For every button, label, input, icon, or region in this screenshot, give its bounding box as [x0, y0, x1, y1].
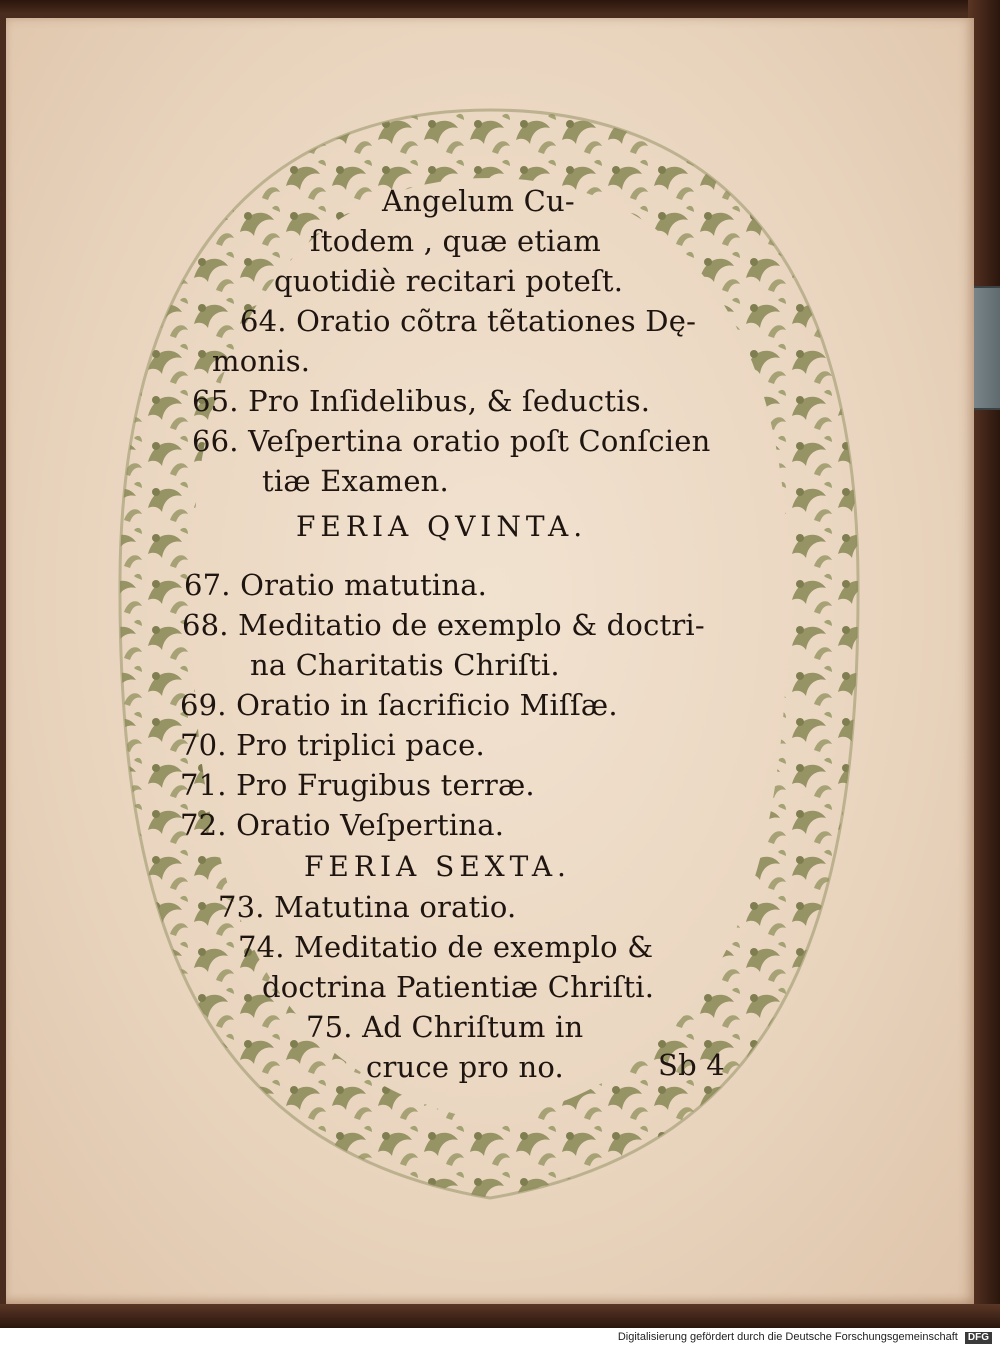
toc-entry-74: 74. Meditatio de exemplo & — [238, 930, 654, 964]
credit-text: Digitalisierung gefördert durch die Deutsche Forschungsgemeinschaft — [617, 1331, 958, 1343]
toc-entry-75: 75. Ad Chriſtum in — [306, 1010, 584, 1044]
toc-entry-68: 68. Meditatio de exemplo & doctri- — [182, 608, 705, 642]
toc-entry-65: 65. Pro Inſidelibus, & ſeductis. — [192, 384, 651, 418]
book-page — [6, 18, 974, 1304]
toc-entry-70: 70. Pro triplici pace. — [180, 728, 485, 762]
toc-line: Angelum Cu- — [382, 184, 575, 218]
binding-edge-bottom — [0, 1304, 1000, 1328]
toc-entry-69: 69. Oratio in ſacrificio Miſſæ. — [180, 688, 618, 722]
digitization-credit — [618, 1331, 992, 1344]
toc-entry-67: 67. Oratio matutina. — [184, 568, 488, 602]
heading-feria-quinta: FERIA QVINTA. — [296, 510, 588, 543]
signature-mark: Sb 4 — [658, 1048, 725, 1082]
toc-line: quotidiè recitari poteſt. — [274, 264, 624, 298]
binding-edge-top — [0, 0, 1000, 14]
toc-entry-66: 66. Veſpertina oratio poſt Conſcien — [192, 424, 711, 458]
toc-entry-71: 71. Pro Frugibus terræ. — [180, 768, 535, 802]
toc-line: cruce pro no. — [366, 1050, 564, 1084]
toc-entry-73: 73. Matutina oratio. — [218, 890, 517, 924]
toc-entry-64: 64. Oratio cõtra tẽtationes Dę- — [240, 304, 697, 338]
dfg-logo: DFG — [965, 1332, 992, 1344]
toc-line: monis. — [212, 344, 311, 378]
toc-entry-72: 72. Oratio Veſpertina. — [180, 808, 505, 842]
toc-line: tiæ Examen. — [262, 464, 449, 498]
toc-line: ſtodem , quæ etiam — [310, 224, 601, 258]
toc-line: doctrina Patientiæ Chriſti. — [262, 970, 655, 1004]
heading-feria-sexta: FERIA SEXTA. — [304, 850, 571, 883]
toc-line: na Charitatis Chriſti. — [250, 648, 560, 682]
table-of-contents — [6, 18, 974, 1304]
